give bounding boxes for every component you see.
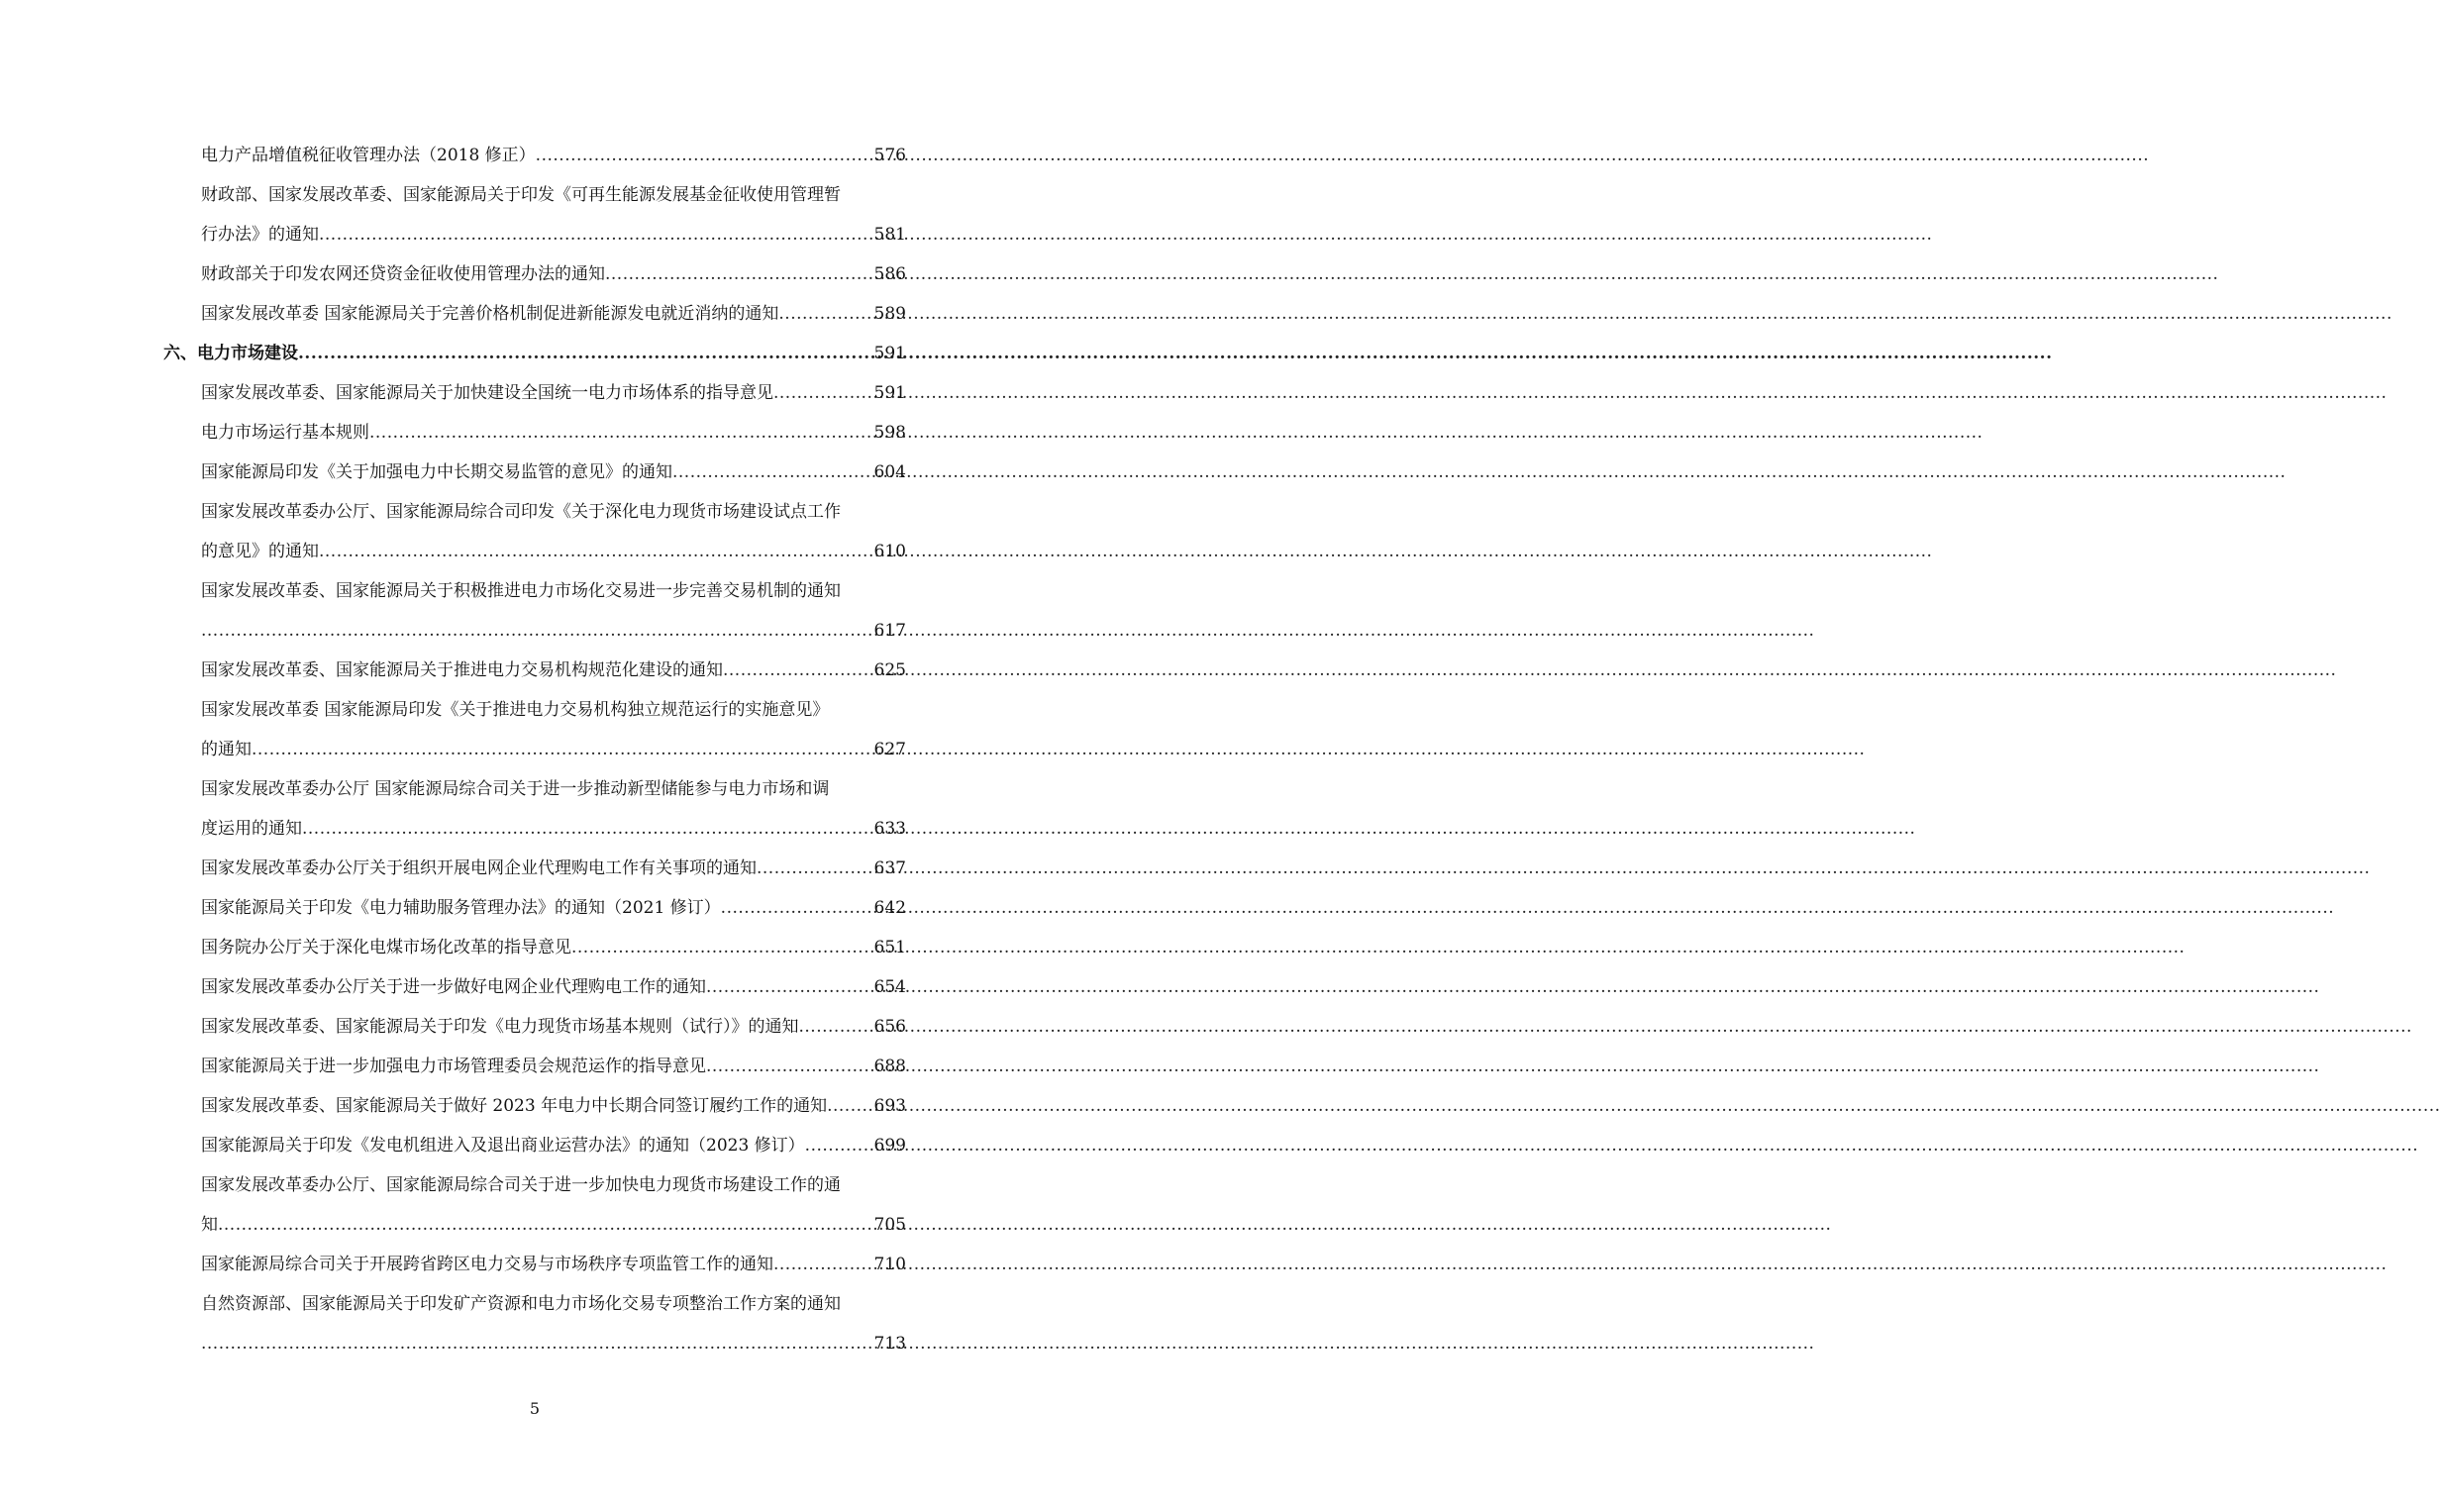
toc-entry — [0, 888, 1069, 928]
dot-leader — [773, 373, 874, 413]
toc-entry-page: 625 — [873, 660, 906, 680]
dot-leader — [723, 651, 874, 690]
toc-entry-title-line — [0, 175, 1069, 215]
dot-leader — [827, 1086, 873, 1126]
toc-entry-title: 国家发展改革委办公厅关于组织开展电网企业代理购电工作有关事项的通知 — [201, 858, 757, 878]
toc-entry-title: 国家发展改革委、国家能源局关于推进电力交易机构规范化建设的通知 — [201, 660, 723, 680]
dot-leader — [319, 215, 874, 254]
toc-entry-title: 国家发展改革委、国家能源局关于印发《电力现货市场基本规则（试行）》的通知 — [201, 1017, 799, 1037]
toc-entry-continuation-line — [0, 1324, 1069, 1363]
toc-entry-page: 589 — [873, 304, 906, 324]
dot-leader — [319, 532, 874, 571]
dot-leader — [571, 928, 874, 967]
toc-entry-page: 591 — [873, 383, 906, 403]
toc-entry-page: 642 — [873, 898, 906, 918]
dot-leader — [773, 1245, 874, 1284]
toc-entry-page: 699 — [873, 1136, 906, 1156]
toc-entry-page: 591 — [873, 344, 906, 363]
toc-entry-title: 国家能源局关于印发《发电机组进入及退出商业运营办法》的通知（2023 修订） — [201, 1136, 805, 1156]
toc-entry-page: 617 — [873, 621, 906, 641]
toc-entry-title: 国家能源局印发《关于加强电力中长期交易监管的意见》的通知 — [201, 462, 672, 482]
toc-entry-page: 598 — [873, 423, 906, 443]
toc-entry-title-line — [0, 690, 1069, 730]
toc-entry — [0, 1126, 1069, 1165]
dot-leader — [302, 809, 874, 849]
toc-entry-title-continued: 知 — [201, 1215, 218, 1235]
toc-entry-title: 国家发展改革委办公厅关于进一步做好电网企业代理购电工作的通知 — [201, 977, 706, 997]
toc-entry-title-line — [0, 571, 1069, 611]
dot-leader — [706, 967, 874, 1007]
dot-leader — [298, 334, 874, 373]
toc-entry-title: 财政部关于印发农网还贷资金征收使用管理办法的通知 — [201, 264, 605, 284]
toc-entry-title: 国家能源局关于进一步加强电力市场管理委员会规范运作的指导意见 — [201, 1057, 706, 1076]
toc-entry-title: 国家能源局关于印发《电力辅助服务管理办法》的通知（2021 修订） — [201, 898, 721, 918]
toc-entry-page: 651 — [873, 938, 906, 958]
toc-entry-title-continued: 的意见》的通知 — [201, 542, 319, 561]
dot-leader — [672, 453, 874, 492]
toc-entry — [0, 254, 1069, 294]
toc-entry-title: 国家发展改革委办公厅 国家能源局综合司关于进一步推动新型储能参与电力市场和调 — [201, 779, 830, 799]
toc-entry-title: 自然资源部、国家能源局关于印发矿产资源和电力市场化交易专项整治工作方案的通知 — [201, 1294, 841, 1314]
dot-leader — [706, 1047, 874, 1086]
toc-entry — [0, 373, 1069, 413]
toc-entry-title: 国务院办公厅关于深化电煤市场化改革的指导意见 — [201, 938, 571, 958]
toc-entry-title-line — [0, 1284, 1069, 1324]
toc-entry-title-line — [0, 1165, 1069, 1205]
toc-entry-page: 610 — [873, 542, 906, 561]
toc-entry-page: 586 — [873, 264, 906, 284]
toc-entry-page: 637 — [873, 858, 906, 878]
toc-entry-continuation-line — [0, 809, 1069, 849]
toc-entry — [0, 294, 1069, 334]
toc-entry — [0, 136, 1069, 175]
toc-entry-page: 654 — [873, 977, 906, 997]
toc-entry-page: 705 — [873, 1215, 906, 1235]
dot-leader — [757, 849, 874, 888]
dot-leader — [778, 294, 873, 334]
toc-entry-title: 电力产品增值税征收管理办法（2018 修正） — [201, 146, 536, 165]
toc-entry-title: 国家发展改革委、国家能源局关于积极推进电力市场化交易进一步完善交易机制的通知 — [201, 581, 841, 601]
dot-leader — [536, 136, 874, 175]
toc-entry-title-continued: 的通知 — [201, 740, 252, 759]
toc-entry-continuation-line — [0, 215, 1069, 254]
toc-entry — [0, 1007, 1069, 1047]
page-number: 5 — [529, 1399, 541, 1418]
dot-leader — [605, 254, 874, 294]
toc-entry — [0, 1245, 1069, 1284]
toc-entry-page: 710 — [873, 1255, 906, 1274]
toc-entry-title: 国家能源局综合司关于开展跨省跨区电力交易与市场秩序专项监管工作的通知 — [201, 1255, 773, 1274]
toc-entry-page: 713 — [873, 1334, 906, 1354]
toc-entry-continuation-line — [0, 730, 1069, 769]
toc-entry-title: 六、电力市场建设 — [163, 344, 298, 363]
toc-entry-page: 604 — [873, 462, 906, 482]
dot-leader — [201, 611, 874, 651]
toc-entry — [0, 849, 1069, 888]
toc-entry-page: 688 — [873, 1057, 906, 1076]
toc-entry-title: 国家发展改革委 国家能源局印发《关于推进电力交易机构独立规范运行的实施意见》 — [201, 700, 830, 720]
toc-entry-title: 国家发展改革委、国家能源局关于加快建设全国统一电力市场体系的指导意见 — [201, 383, 773, 403]
dot-leader — [799, 1007, 874, 1047]
toc-entry-page: 693 — [873, 1096, 906, 1116]
dot-leader — [721, 888, 874, 928]
toc-entry-title: 财政部、国家发展改革委、国家能源局关于印发《可再生能源发展基金征收使用管理暂 — [201, 185, 841, 205]
toc-section-heading — [0, 334, 1069, 373]
toc-entry-page: 576 — [873, 146, 906, 165]
dot-leader — [252, 730, 874, 769]
toc-entry-page: 633 — [873, 819, 906, 839]
toc-entry-continuation-line — [0, 532, 1069, 571]
toc-entry-continuation-line — [0, 611, 1069, 651]
toc-entry-title-line — [0, 492, 1069, 532]
toc-entry-continuation-line — [0, 1205, 1069, 1245]
toc-entry — [0, 928, 1069, 967]
toc-entry-title-continued: 行办法》的通知 — [201, 225, 319, 245]
toc-entry-page: 627 — [873, 740, 906, 759]
dot-leader — [369, 413, 874, 453]
toc-entry-title-continued: 度运用的通知 — [201, 819, 302, 839]
toc-entry-title: 国家发展改革委办公厅、国家能源局综合司关于进一步加快电力现货市场建设工作的通 — [201, 1175, 841, 1195]
table-of-contents — [0, 136, 1069, 1363]
toc-entry — [0, 453, 1069, 492]
dot-leader — [201, 1324, 874, 1363]
toc-entry-title: 电力市场运行基本规则 — [201, 423, 369, 443]
toc-entry — [0, 1047, 1069, 1086]
toc-entry — [0, 1086, 1069, 1126]
toc-entry-title: 国家发展改革委办公厅、国家能源局综合司印发《关于深化电力现货市场建设试点工作 — [201, 502, 841, 522]
toc-entry — [0, 967, 1069, 1007]
dot-leader — [218, 1205, 874, 1245]
toc-entry — [0, 413, 1069, 453]
toc-entry — [0, 651, 1069, 690]
toc-entry-title: 国家发展改革委 国家能源局关于完善价格机制促进新能源发电就近消纳的通知 — [201, 304, 779, 324]
toc-entry-title-line — [0, 769, 1069, 809]
dot-leader — [805, 1126, 874, 1165]
toc-entry-title: 国家发展改革委、国家能源局关于做好 2023 年电力中长期合同签订履约工作的通知 — [201, 1096, 828, 1116]
toc-entry-page: 581 — [873, 225, 906, 245]
toc-entry-page: 656 — [873, 1017, 906, 1037]
